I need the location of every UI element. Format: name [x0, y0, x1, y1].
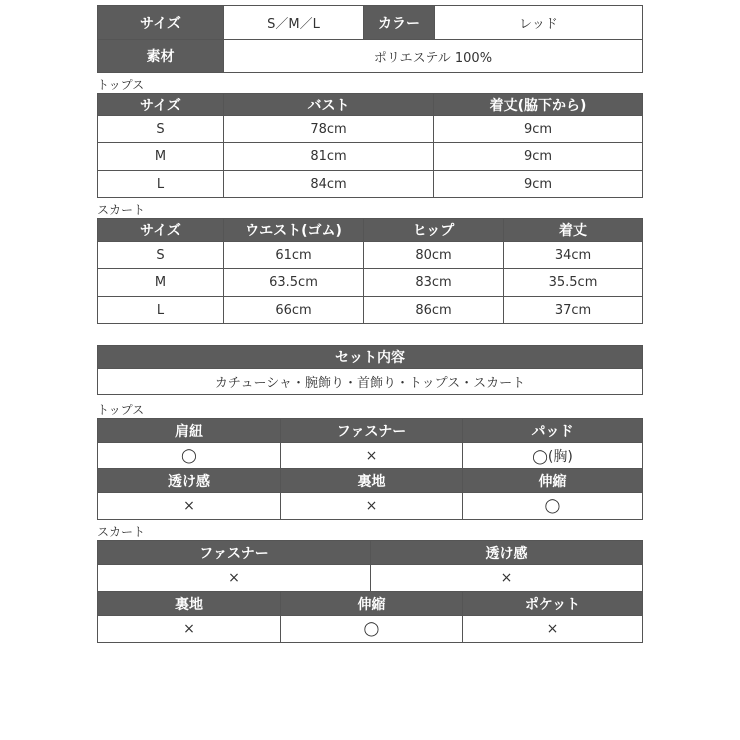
- feature-header: 透け感: [371, 541, 643, 565]
- table-row: [98, 242, 643, 269]
- feature-value: ◯: [98, 443, 281, 469]
- table-cell: 34cm: [504, 242, 643, 269]
- size-label: サイズ: [98, 6, 224, 40]
- table-row: [98, 143, 643, 171]
- size-value: S／M／L: [224, 6, 364, 40]
- table-cell: 78cm: [224, 116, 434, 143]
- table-cell: 81cm: [224, 143, 434, 171]
- set-contents-value: カチューシャ・腕飾り・首飾り・トップス・スカート: [98, 369, 643, 395]
- table-row: [98, 116, 643, 143]
- table-cell: 35.5cm: [504, 269, 643, 297]
- table-cell: 37cm: [504, 297, 643, 324]
- feature-value: ◯(胸): [463, 443, 643, 469]
- table-cell: 86cm: [364, 297, 504, 324]
- column-header: 着丈: [504, 219, 643, 242]
- skirt-size-table: [97, 218, 643, 324]
- feature-header: 伸縮: [281, 592, 463, 616]
- feature-value: ×: [463, 616, 643, 643]
- column-header: サイズ: [98, 94, 224, 116]
- table-cell: M: [98, 269, 224, 297]
- skirt-caption: スカート: [97, 203, 146, 217]
- feature-value: ×: [281, 443, 463, 469]
- table-cell: S: [98, 116, 224, 143]
- table-cell: 84cm: [224, 171, 434, 198]
- material-label: 素材: [98, 40, 224, 73]
- skirt-features-table-top: [97, 540, 643, 592]
- column-header: サイズ: [98, 219, 224, 242]
- tops-features-caption: トップス: [97, 403, 145, 417]
- tops-caption: トップス: [97, 78, 145, 92]
- column-header: 着丈(脇下から): [434, 94, 643, 116]
- color-label: カラー: [364, 6, 435, 40]
- table-cell: 80cm: [364, 242, 504, 269]
- spec-table: [97, 5, 643, 73]
- material-value: ポリエステル 100%: [224, 40, 643, 73]
- feature-header: 裏地: [98, 592, 281, 616]
- table-cell: M: [98, 143, 224, 171]
- feature-header: 裏地: [281, 469, 463, 493]
- table-cell: 61cm: [224, 242, 364, 269]
- table-cell: 66cm: [224, 297, 364, 324]
- table-cell: 9cm: [434, 171, 643, 198]
- feature-header: 肩紐: [98, 419, 281, 443]
- column-header: ウエスト(ゴム): [224, 219, 364, 242]
- table-row: [98, 269, 643, 297]
- feature-value: ×: [98, 565, 371, 592]
- table-cell: L: [98, 297, 224, 324]
- feature-header: 透け感: [98, 469, 281, 493]
- feature-header: ファスナー: [281, 419, 463, 443]
- column-header: バスト: [224, 94, 434, 116]
- feature-header: パッド: [463, 419, 643, 443]
- column-header: ヒップ: [364, 219, 504, 242]
- set-contents-table: [97, 345, 643, 395]
- feature-value: ×: [98, 493, 281, 520]
- feature-header: ファスナー: [98, 541, 371, 565]
- set-contents-header: セット内容: [98, 346, 643, 369]
- tops-size-table: [97, 93, 643, 198]
- tops-features-table: [97, 418, 643, 520]
- feature-value: ◯: [281, 616, 463, 643]
- feature-value: ×: [281, 493, 463, 520]
- feature-value: ×: [371, 565, 643, 592]
- feature-header: ポケット: [463, 592, 643, 616]
- color-value: レッド: [435, 6, 643, 40]
- table-cell: 63.5cm: [224, 269, 364, 297]
- table-cell: L: [98, 171, 224, 198]
- table-row: [98, 297, 643, 324]
- table-cell: 83cm: [364, 269, 504, 297]
- feature-header: 伸縮: [463, 469, 643, 493]
- feature-value: ◯: [463, 493, 643, 520]
- skirt-features-caption: スカート: [97, 525, 146, 539]
- table-cell: 9cm: [434, 143, 643, 171]
- table-cell: 9cm: [434, 116, 643, 143]
- table-cell: S: [98, 242, 224, 269]
- feature-value: ×: [98, 616, 281, 643]
- table-row: [98, 171, 643, 198]
- skirt-features-table-bottom: [97, 591, 643, 643]
